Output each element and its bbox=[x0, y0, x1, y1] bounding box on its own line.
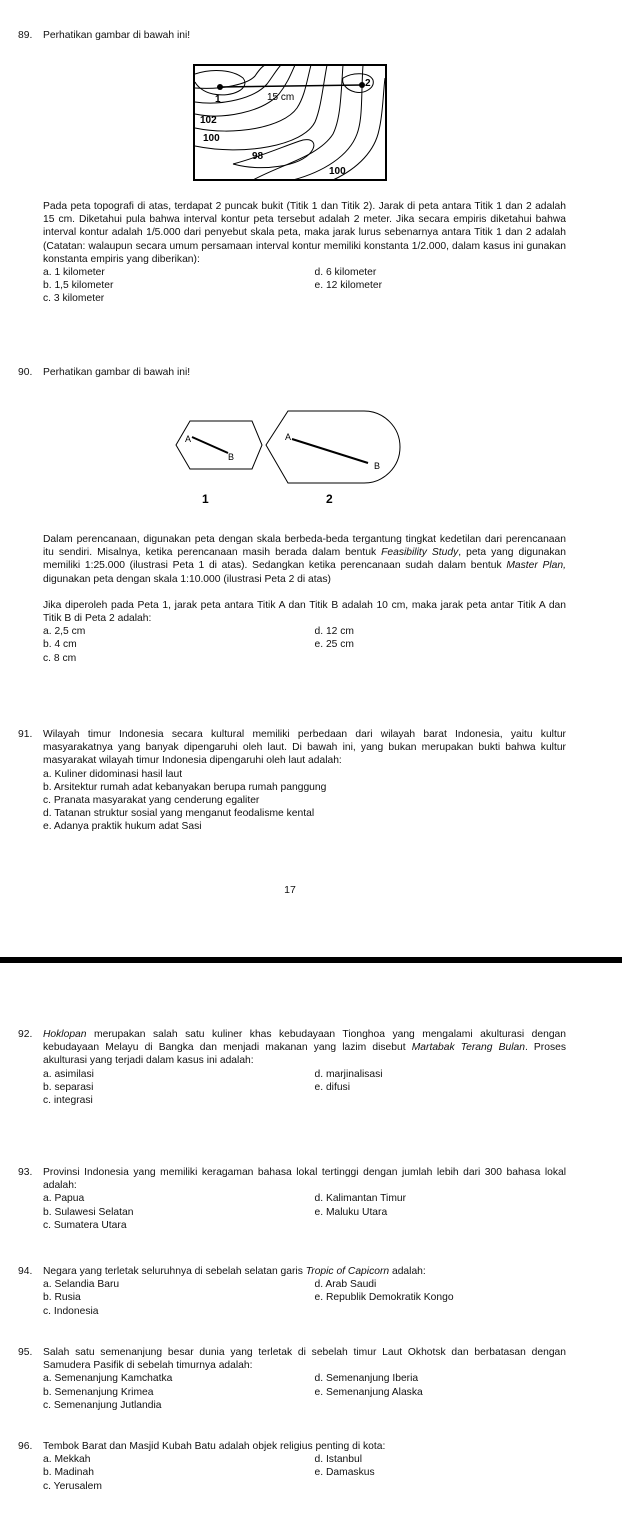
option-a[interactable]: a. Semenanjung Kamchatka bbox=[43, 1373, 173, 1385]
question-90 bbox=[18, 366, 566, 379]
question-paragraph: Salah satu semenanjung besar dunia yang terletak di sebelah timur Laut Okhotsk dan berbatasan dengan Samudera Pasifik di sebelah timurnya adalah: bbox=[43, 1347, 566, 1372]
option-c[interactable]: c. integrasi bbox=[43, 1095, 93, 1107]
question-90-body bbox=[18, 533, 566, 665]
point-1-label: 1 bbox=[215, 94, 221, 105]
answer-options bbox=[43, 1453, 566, 1493]
option-b[interactable]: b. 1,5 kilometer bbox=[43, 280, 114, 292]
option-d[interactable]: d. 6 kilometer bbox=[314, 267, 377, 279]
answer-options bbox=[43, 768, 566, 834]
option-b[interactable]: b. Semenanjung Krimea bbox=[43, 1386, 154, 1398]
map2-label: 2 bbox=[326, 492, 333, 506]
question-number: 91. bbox=[18, 729, 33, 740]
option-d[interactable]: d. Semenanjung Iberia bbox=[314, 1373, 419, 1385]
option-e[interactable]: e. Adanya praktik hukum adat Sasi bbox=[43, 821, 202, 833]
map1-point-a: A bbox=[185, 434, 192, 444]
option-b[interactable]: b. Madinah bbox=[43, 1467, 94, 1479]
option-b[interactable]: b. Arsitektur rumah adat kebanyakan berupa rumah panggung bbox=[43, 781, 327, 793]
option-e[interactable]: e. Republik Demokratik Kongo bbox=[314, 1292, 454, 1304]
option-e[interactable]: e. Damaskus bbox=[314, 1467, 375, 1479]
question-91 bbox=[18, 728, 566, 834]
question-paragraph: Provinsi Indonesia yang memiliki keragaman bahasa lokal tertinggi dengan jumlah lebih dari 300 bahasa lokal adalah: bbox=[43, 1167, 566, 1192]
question-paragraph: Hoklopan merupakan salah satu kuliner khas kebudayaan Tionghoa yang mengalami akulturasi dengan kebudayaan Melayu di Bangka dan menjadi makanan yang lazim disebut Martabak Terang Bulan. Proses akulturasi yang terjadi dalam kasus ini adalah: bbox=[43, 1029, 566, 1067]
option-e[interactable]: e. Maluku Utara bbox=[314, 1206, 388, 1218]
question-paragraph: Wilayah timur Indonesia secara kultural memiliki perbedaan dari wilayah barat Indonesia, yaitu kultur masyarakatnya yang banyak dipengaruhi oleh laut. Di bawah ini, yang bukan merupakan bukti bahwa kultur masyarakat wilayah timur Indonesia dipengaruhi oleh laut adalah: bbox=[43, 729, 566, 767]
point-2-label: 2 bbox=[365, 78, 371, 89]
question-96 bbox=[18, 1440, 566, 1493]
question-89-body bbox=[18, 200, 566, 306]
answer-options bbox=[43, 266, 566, 306]
contour-label-102: 102 bbox=[200, 115, 217, 126]
option-c[interactable]: c. 3 kilometer bbox=[43, 293, 105, 305]
option-d[interactable]: d. Istanbul bbox=[314, 1454, 363, 1466]
map2-point-a: A bbox=[285, 432, 292, 442]
option-c[interactable]: c. Yerusalem bbox=[43, 1480, 102, 1492]
option-e[interactable]: e. 12 kilometer bbox=[314, 280, 383, 292]
option-c[interactable]: c. Indonesia bbox=[43, 1305, 99, 1317]
answer-options bbox=[43, 625, 566, 665]
option-c[interactable]: c. Sumatera Utara bbox=[43, 1219, 127, 1231]
question-number: 89. bbox=[18, 30, 33, 41]
question-92 bbox=[18, 1028, 566, 1107]
answer-options bbox=[43, 1192, 566, 1232]
option-e[interactable]: e. 25 cm bbox=[314, 639, 354, 651]
option-a[interactable]: a. 1 kilometer bbox=[43, 267, 105, 279]
option-d[interactable]: d. Tatanan struktur sosial yang menganut feodalisme kental bbox=[43, 808, 315, 820]
option-b[interactable]: b. separasi bbox=[43, 1081, 94, 1093]
option-a[interactable]: a. Mekkah bbox=[43, 1454, 91, 1466]
question-paragraph: Pada peta topografi di atas, terdapat 2 puncak bukit (Titik 1 dan Titik 2). Jarak di peta antara Titik 1 dan 2 adalah 15 cm. Diketahui pula bahwa interval kontur peta tersebut adalah 2 meter. Jika secara empiris diketahui bahwa interval kontur adalah 1/5.000 dari penyebut skala peta, maka jarak lurus sebenarnya antara Titik 1 dan 2 adalah (Catatan: walaupun secara umum persamaan interval kontur memiliki konstanta 1/2.000, dalam kasus ini gunakan konstanta empiris yang diberikan): bbox=[43, 201, 566, 265]
page-divider bbox=[0, 957, 622, 963]
option-a[interactable]: a. Selandia Baru bbox=[43, 1279, 120, 1291]
answer-options bbox=[43, 1372, 566, 1412]
option-d[interactable]: d. 12 cm bbox=[314, 626, 354, 638]
answer-options bbox=[43, 1068, 566, 1108]
option-c[interactable]: c. Pranata masyarakat yang cenderung egaliter bbox=[43, 795, 260, 807]
question-number: 90. bbox=[18, 367, 33, 378]
question-94 bbox=[18, 1265, 566, 1318]
option-e[interactable]: e. Semenanjung Alaska bbox=[314, 1386, 423, 1398]
question-paragraph: Negara yang terletak seluruhnya di sebelah selatan garis Tropic of Capicorn adalah: bbox=[43, 1266, 426, 1277]
answer-options bbox=[43, 1278, 566, 1318]
page-number: 17 bbox=[284, 884, 296, 896]
distance-label: 15 cm bbox=[267, 92, 295, 103]
topographic-map-figure bbox=[193, 64, 388, 182]
question-89 bbox=[18, 29, 566, 42]
map1-label: 1 bbox=[202, 492, 209, 506]
scale-maps-figure bbox=[170, 405, 406, 515]
option-b[interactable]: b. 4 cm bbox=[43, 639, 77, 651]
question-number: 95. bbox=[18, 1347, 33, 1358]
option-e[interactable]: e. difusi bbox=[314, 1081, 350, 1093]
contour-label-100: 100 bbox=[203, 133, 220, 144]
question-number: 93. bbox=[18, 1167, 33, 1178]
question-95 bbox=[18, 1346, 566, 1412]
question-number: 92. bbox=[18, 1029, 33, 1040]
question-93 bbox=[18, 1166, 566, 1232]
option-d[interactable]: d. Kalimantan Timur bbox=[314, 1193, 407, 1205]
option-b[interactable]: b. Sulawesi Selatan bbox=[43, 1206, 134, 1218]
question-paragraph-2: Jika diperoleh pada Peta 1, jarak peta antara Titik A dan Titik B adalah 10 cm, maka jarak peta antar Titik A dan Titik B di Peta 2 adalah: bbox=[43, 599, 566, 625]
question-title: Perhatikan gambar di bawah ini! bbox=[43, 367, 191, 378]
contour-label-98: 98 bbox=[252, 151, 264, 162]
map2-point-b: B bbox=[374, 461, 381, 471]
question-paragraph: Tembok Barat dan Masjid Kubah Batu adalah objek religius penting di kota: bbox=[43, 1441, 386, 1452]
option-d[interactable]: d. marjinalisasi bbox=[314, 1068, 383, 1080]
option-a[interactable]: a. 2,5 cm bbox=[43, 626, 86, 638]
option-a[interactable]: a. Kuliner didominasi hasil laut bbox=[43, 768, 183, 780]
option-a[interactable]: a. asimilasi bbox=[43, 1068, 94, 1080]
contour-label-100b: 100 bbox=[329, 166, 346, 177]
question-number: 94. bbox=[18, 1266, 33, 1277]
option-b[interactable]: b. Rusia bbox=[43, 1292, 81, 1304]
map1-point-b: B bbox=[228, 452, 235, 462]
option-c[interactable]: c. 8 cm bbox=[43, 652, 77, 664]
option-a[interactable]: a. Papua bbox=[43, 1193, 85, 1205]
option-d[interactable]: d. Arab Saudi bbox=[314, 1279, 377, 1291]
question-paragraph-1: Dalam perencanaan, digunakan peta dengan skala berbeda-beda tergantung tingkat kedetilan dari perencanaan itu sendiri. Misalnya, ketika perencanaan masih berada dalam bentuk Feasibility Study, peta yang digunakan memiliki 1:25.000 (ilustrasi Peta 1 di atas). Sedangkan ketika perencanaan sudah dalam bentuk Master Plan, digunakan peta dengan skala 1:10.000 (ilustrasi Peta 2 di atas) bbox=[43, 534, 566, 585]
question-number: 96. bbox=[18, 1441, 33, 1452]
question-title: Perhatikan gambar di bawah ini! bbox=[43, 30, 191, 41]
option-c[interactable]: c. Semenanjung Jutlandia bbox=[43, 1399, 162, 1411]
